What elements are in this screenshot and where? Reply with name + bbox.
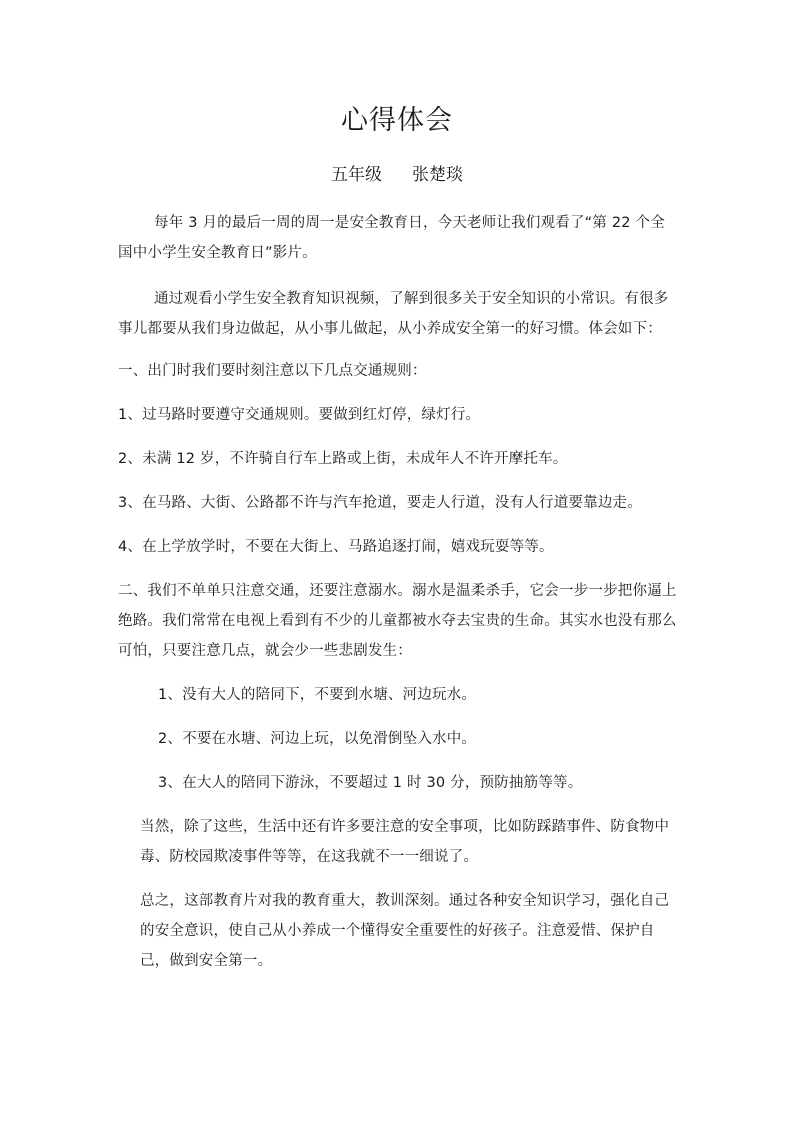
list-item: 2、不要在水塘、河边上玩，以免滑倒坠入水中。 [158,731,477,747]
paragraph-summary: 通过观看小学生安全教育知识视频，了解到很多关于安全知识的小常识。有很多事儿都要从我们身边做起，从小事儿做起，从小养成安全第一的好习惯。体会如下： [118,291,669,337]
paragraph-conclusion: 总之，这部教育片对我的教育重大，教训深刻。通过各种安全知识学习，强化自己的安全意识，使自己从小养成一个懂得安全重要性的好孩子。注意爱惜、保护自己，做到安全第一。 [140,893,670,969]
section-heading-traffic: 一、出门时我们要时刻注意以下几点交通规则： [118,363,427,379]
section-heading-drowning: 二、我们不单单只注意交通，还要注意溺水。溺水是温柔杀手，它会一步一步把你逼上绝路。我们常常在电视上看到有不少的儿童都被水夺去宝贵的生命。其实水也没有那么可怕，只要注意几点，就会少一些悲剧发生： [118,583,677,659]
page-title: 心得体会 [341,105,453,136]
paragraph-intro: 每年 3 月的最后一周的周一是安全教育日，今天老师让我们观看了“第 22 个全国中小学生安全教育日”影片。 [118,215,665,261]
list-item: 1、没有大人的陪同下，不要到水塘、河边玩水。 [158,687,477,703]
essay-body [118,208,678,976]
author-line [0,160,794,185]
author-name: 张楚琰 [412,165,463,185]
list-item: 3、在马路、大街、公路都不许与汽车抢道，要走人行道，没有人行道要靠边走。 [118,495,642,511]
list-item: 1、过马路时要遵守交通规则。要做到红灯停，绿灯行。 [118,407,481,423]
list-item: 3、在大人的陪同下游泳，不要超过 1 时 30 分，预防抽筋等等。 [158,775,583,791]
grade-label: 五年级 [331,165,382,185]
list-item: 2、未满 12 岁，不许骑自行车上路或上街，未成年人不许开摩托车。 [118,451,568,467]
list-item: 4、在上学放学时，不要在大街上、马路追逐打闹，嬉戏玩耍等等。 [118,539,554,555]
paragraph-other: 当然，除了这些，生活中还有许多要注意的安全事项，比如防踩踏事件、防食物中毒、防校园欺凌事件等等，在这我就不一一细说了。 [140,819,670,865]
